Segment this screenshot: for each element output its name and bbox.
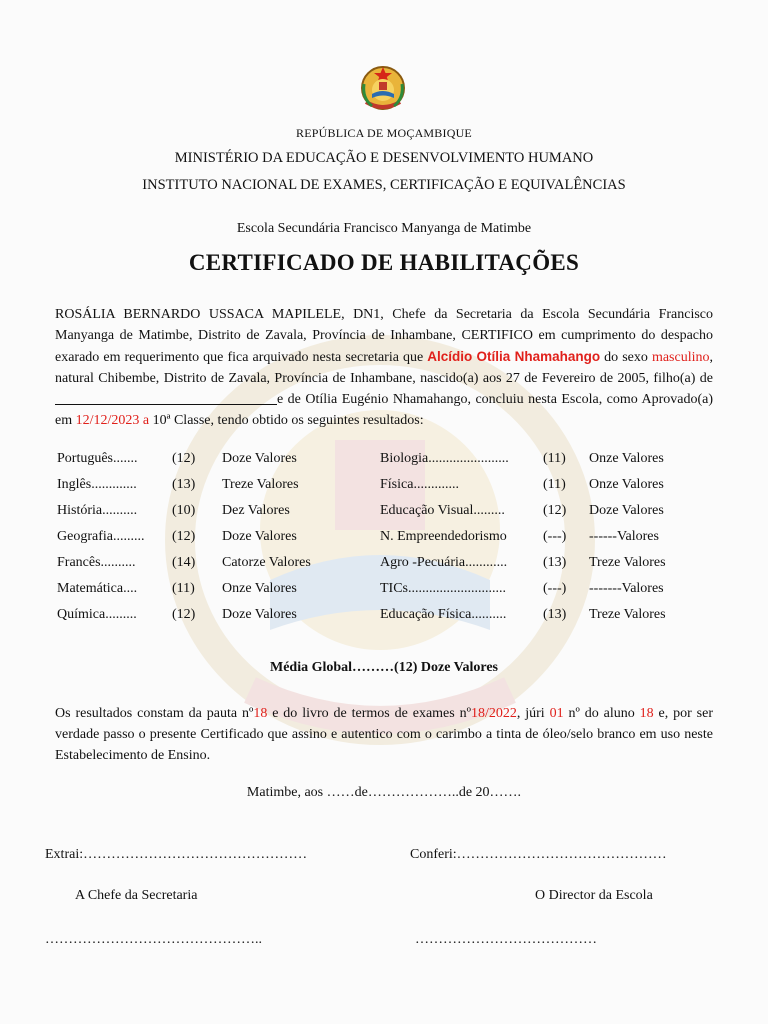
- republic-heading: REPÚBLICA DE MOÇAMBIQUE: [296, 126, 472, 140]
- subject-score-words: Doze Valores: [222, 607, 297, 622]
- results-paragraph: [55, 703, 713, 766]
- student-number: 18: [639, 706, 654, 721]
- director-label: O Director da Escola: [535, 888, 653, 903]
- grade-row: [57, 581, 717, 607]
- subject-name: Agro -Pecuária............: [380, 555, 508, 570]
- results-text: , júri: [516, 706, 550, 721]
- subject-score: (13): [543, 555, 567, 570]
- subject-score-words: Dez Valores: [222, 503, 290, 518]
- subject-score: (---): [543, 529, 567, 544]
- body-text: 10ª Classe, tendo obtido os seguintes resultados:: [149, 413, 424, 428]
- subject-score: (---): [543, 581, 567, 596]
- results-text: nº do aluno: [563, 706, 640, 721]
- subject-score-words: Onze Valores: [589, 477, 664, 492]
- subject-score: (11): [543, 451, 566, 466]
- signature-line-right: …………………………………: [415, 932, 597, 947]
- subject-score: (14): [172, 555, 196, 570]
- subject-score-words: Doze Valores: [222, 529, 297, 544]
- subject-score-words: Onze Valores: [589, 451, 664, 466]
- subject-score: (12): [172, 607, 196, 622]
- body-text: ROSÁLIA BERNARDO USSACA MAPILELE, DN1, Chefe da Secretaria da Escola Secundária Francisco Manyanga de Matimbe, Distrito de Zavala, Província de Inhambane, CERTIFICO em cumprimento do despacho exarado em requerimento que fica arquivado nesta secretaria que: [55, 307, 713, 365]
- student-name: Alcídio Otília Nhamahango: [427, 349, 601, 364]
- subject-name: Química.........: [57, 607, 137, 622]
- subject-score: (11): [172, 581, 195, 596]
- jury-number: 01: [549, 706, 564, 721]
- institute-heading: INSTITUTO NACIONAL DE EXAMES, CERTIFICAÇÃO E EQUIVALÊNCIAS: [142, 177, 626, 193]
- subject-score: (13): [172, 477, 196, 492]
- grade-row: [57, 529, 717, 555]
- school-name: Escola Secundária Francisco Manyanga de Matimbe: [236, 221, 532, 236]
- subject-name: Educação Física..........: [380, 607, 507, 622]
- approval-date: 12/12/2023 a: [75, 413, 150, 428]
- subject-score: (12): [543, 503, 567, 518]
- subject-name: Física.............: [380, 477, 459, 492]
- subject-score-words: ------Valores: [589, 529, 659, 544]
- grade-row: [57, 607, 717, 633]
- grade-row: [57, 503, 717, 529]
- body-text: e de Otília Eugénio Nhamahango, concluiu nesta Escola, como Aprovado(a) em: [55, 392, 713, 428]
- certification-paragraph: [55, 304, 713, 431]
- father-name-blank: [55, 390, 277, 405]
- subject-score: (10): [172, 503, 196, 518]
- mozambique-emblem: [358, 62, 408, 112]
- body-text: do sexo: [600, 350, 652, 365]
- subject-name: N. Empreendedorismo: [380, 529, 507, 544]
- grades-table: [57, 451, 717, 633]
- subject-name: Matemática....: [57, 581, 138, 596]
- subject-score-words: Catorze Valores: [222, 555, 311, 570]
- results-text: e, por ser verdade passo o presente Certificado que assino e autentico com o carimbo a tinta de óleo/selo branco em uso neste Estabelecimento de Ensino.: [55, 706, 713, 763]
- subject-score-words: Onze Valores: [222, 581, 297, 596]
- subject-score-words: Treze Valores: [222, 477, 299, 492]
- student-sex: masculino: [651, 350, 710, 365]
- ministry-heading: MINISTÉRIO DA EDUCAÇÃO E DESENVOLVIMENTO HUMANO: [174, 150, 594, 166]
- subject-score: (12): [172, 451, 196, 466]
- subject-name: Biologia.......................: [380, 451, 509, 466]
- conferi-line: Conferi:………………………………………: [410, 847, 667, 862]
- certificate-title: CERTIFICADO DE HABILITAÇÕES: [188, 250, 580, 275]
- chefe-secretaria-label: A Chefe da Secretaria: [75, 888, 198, 903]
- subject-name: Português.......: [57, 451, 138, 466]
- grade-row: [57, 477, 717, 503]
- pauta-number: 18: [253, 706, 268, 721]
- subject-score: (12): [172, 529, 196, 544]
- body-text: , natural Chibembe, Distrito de Zavala, Província de Inhambane, nascido(a) aos 27 de Fevereiro de 2005, filho(a) de: [55, 350, 713, 386]
- extrai-line: Extrai:…………………………………………: [45, 847, 308, 862]
- subject-score: (13): [543, 607, 567, 622]
- subject-name: Geografia.........: [57, 529, 145, 544]
- results-text: Os resultados constam da pauta nº: [55, 706, 254, 721]
- subject-name: História..........: [57, 503, 138, 518]
- date-line: Matimbe, aos ……de………………..de 20…….: [246, 785, 522, 800]
- results-text: e do livro de termos de exames nº: [267, 706, 471, 721]
- subject-name: Educação Visual.........: [380, 503, 505, 518]
- subject-score-words: Treze Valores: [589, 607, 666, 622]
- subject-score-words: Doze Valores: [222, 451, 297, 466]
- book-number: 18/2022: [470, 706, 517, 721]
- subject-score-words: Doze Valores: [589, 503, 664, 518]
- subject-name: Inglês.............: [57, 477, 137, 492]
- grade-row: [57, 555, 717, 581]
- subject-score-words: -------Valores: [589, 581, 664, 596]
- global-average: Média Global………(12) Doze Valores: [269, 660, 498, 675]
- grade-row: [57, 451, 717, 477]
- subject-name: TICs............................: [380, 581, 506, 596]
- signature-line-left: ………………………………………..: [45, 932, 262, 947]
- subject-name: Francês..........: [57, 555, 136, 570]
- subject-score: (11): [543, 477, 566, 492]
- subject-score-words: Treze Valores: [589, 555, 666, 570]
